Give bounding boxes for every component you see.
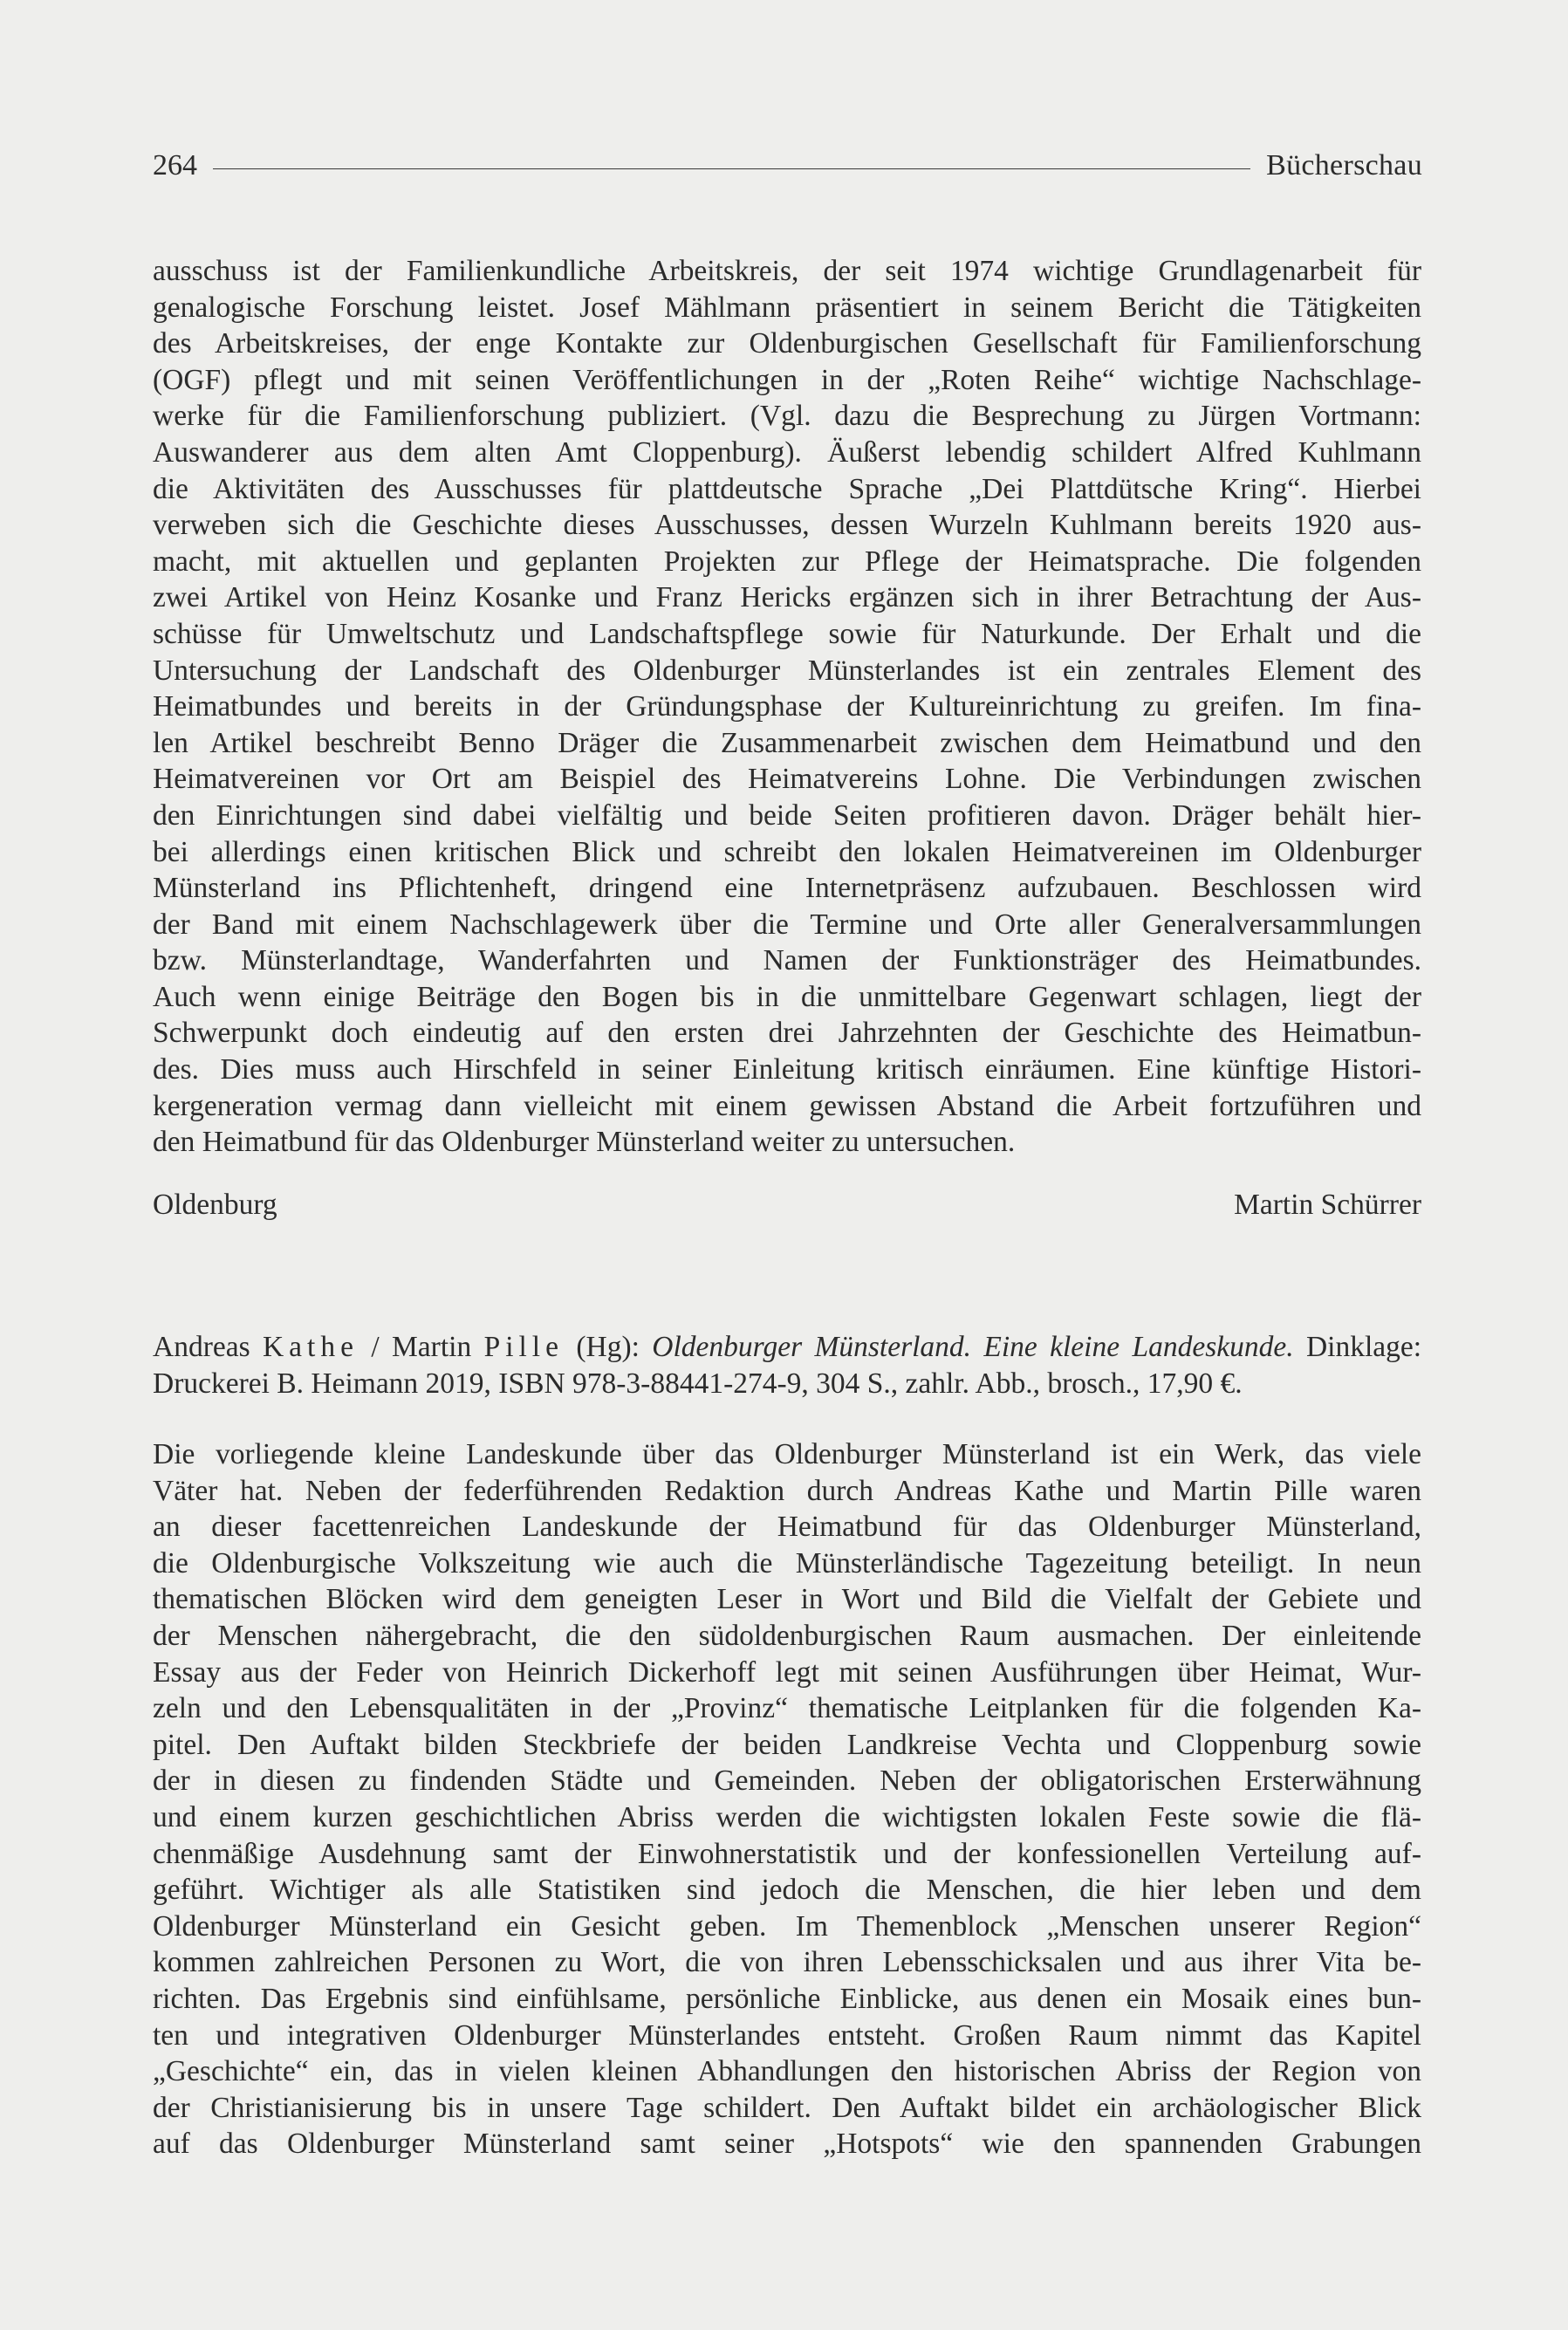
author-2-first: Martin xyxy=(392,1331,472,1363)
text-line: den Heimatbund für das Oldenburger Münsterland weiter zu untersuchen. xyxy=(153,1126,1016,1159)
text-line: richten. Das Ergebnis sind einfühlsame, persönliche Einblicke, aus denen ein Mosaik eines bun- xyxy=(153,1982,1421,2015)
text-line: an dieser facettenreichen Landeskunde der Heimatbund für das Oldenburger Münsterland, xyxy=(153,1511,1421,1544)
text-line: die Oldenburgische Volkszeitung wie auch die Münsterländische Tagezeitung beteiligt. In neun xyxy=(153,1546,1421,1580)
text-line: Untersuchung der Landschaft des Oldenburger Münsterlandes ist ein zentrales Element des xyxy=(153,654,1421,687)
text-line: ausschuss ist der Familienkundliche Arbeitskreis, der seit 1974 wichtige Grundlagenarbeit für xyxy=(153,255,1421,287)
text-line: pitel. Den Auftakt bilden Steckbriefe der beiden Landkreise Vechta und Cloppenburg sowie xyxy=(153,1728,1421,1761)
text-line: Die vorliegende kleine Landeskunde über das Oldenburger Münsterland ist ein Werk, das viele xyxy=(153,1438,1421,1470)
text-line: macht, mit aktuellen und geplanten Projekten zur Pflege der Heimatsprache. Die folgenden xyxy=(153,545,1421,578)
text-line: Heimatvereinen vor Ort am Beispiel des Heimatvereins Lohne. Die Verbindungen zwischen xyxy=(153,763,1421,796)
citation-line xyxy=(153,1329,1421,1366)
text-line: Auch wenn einige Beiträge den Bogen bis in die unmittelbare Gegenwart schlagen, liegt der xyxy=(153,980,1421,1013)
text-line: Oldenburger Münsterland ein Gesicht geben. Im Themenblock „Menschen unserer Region“ xyxy=(153,1909,1421,1943)
text-line: zeln und den Lebensqualitäten in der „Provinz“ thematische Leitplanken für die folgenden Ka- xyxy=(153,1692,1421,1725)
text-line: Auswanderer aus dem alten Amt Cloppenburg). Äußerst lebendig schildert Alfred Kuhlmann xyxy=(153,435,1421,469)
review-place: Oldenburg xyxy=(153,1189,277,1221)
author-separator: / xyxy=(371,1331,380,1363)
header-rule xyxy=(213,168,1250,169)
text-line: der Menschen nähergebracht, die den südoldenburgischen Raum ausmachen. Der einleitende xyxy=(153,1619,1421,1652)
text-line: Münsterland ins Pflichtenheft, dringend eine Internetpräsenz aufzubauen. Beschlossen wird xyxy=(153,872,1421,905)
author-1-first: Andreas xyxy=(153,1331,250,1363)
text-line: der Christianisierung bis in unsere Tage schildert. Den Auftakt bildet ein archäologischer Blick xyxy=(153,2091,1421,2124)
author-2-last: Pille xyxy=(483,1331,564,1363)
author-1-last: Kathe xyxy=(262,1331,359,1363)
section-title: Bücherschau xyxy=(1266,149,1422,182)
running-header xyxy=(153,140,1422,192)
text-line: und einem kurzen geschichtlichen Abriss werden die wichtigsten lokalen Feste sowie die flä- xyxy=(153,1800,1421,1833)
text-line: auf das Oldenburger Münsterland samt seiner „Hotspots“ wie den spannenden Grabungen xyxy=(153,2128,1421,2161)
text-line: werke für die Familienforschung publiziert. (Vgl. dazu die Besprechung zu Jürgen Vortmann: xyxy=(153,400,1421,433)
text-line: die Aktivitäten des Ausschusses für plattdeutsche Sprache „Dei Plattdütsche Kring“. Hierbei xyxy=(153,472,1421,505)
text-line: zwei Artikel von Heinz Kosanke und Franz Hericks ergänzen sich in ihrer Betrachtung der Aus- xyxy=(153,581,1421,614)
text-line: bzw. Münsterlandtage, Wanderfahrten und Namen der Funktionsträger des Heimatbundes. xyxy=(153,944,1421,977)
text-line: kommen zahlreichen Personen zu Wort, die von ihren Lebensschicksalen und aus ihrer Vita be- xyxy=(153,1946,1421,1979)
text-line: Heimatbundes und bereits in der Gründungsphase der Kultureinrichtung zu greifen. Im fina- xyxy=(153,690,1421,723)
text-line: geführt. Wichtiger als alle Statistiken sind jedoch die Menschen, die hier leben und dem xyxy=(153,1874,1421,1907)
text-line: des Arbeitskreises, der enge Kontakte zur Oldenburgischen Gesellschaft für Familienforschung xyxy=(153,327,1421,360)
text-line: genalogische Forschung leistet. Josef Mählmann präsentiert in seinem Bericht die Tätigkeiten xyxy=(153,291,1421,324)
text-line: bei allerdings einen kritischen Blick und schreibt den lokalen Heimatvereinen im Oldenburger xyxy=(153,835,1421,868)
publication-place: Dinklage: xyxy=(1305,1331,1422,1363)
text-line: schüsse für Umweltschutz und Landschaftspflege sowie für Naturkunde. Der Erhalt und die xyxy=(153,617,1421,650)
editor-note: (Hg): xyxy=(576,1331,640,1363)
text-line: den Einrichtungen sind dabei vielfältig und beide Seiten profitieren davon. Dräger behält hier- xyxy=(153,798,1421,832)
citation-publisher-line: Druckerei B. Heimann 2019, ISBN 978-3-88441-274-9, 304 S., zahlr. Abb., brosch., 17,90 €. xyxy=(153,1367,1243,1400)
text-line: verweben sich die Geschichte dieses Ausschusses, dessen Wurzeln Kuhlmann bereits 1920 aus- xyxy=(153,509,1421,542)
text-line: Schwerpunkt doch eindeutig auf den ersten drei Jahrzehnten der Geschichte des Heimatbun- xyxy=(153,1017,1421,1050)
reviewer-name: Martin Schürrer xyxy=(1234,1189,1421,1221)
text-line: thematischen Blöcken wird dem geneigten Leser in Wort und Bild die Vielfalt der Gebiete und xyxy=(153,1583,1421,1616)
book-title: Oldenburger Münsterland. Eine kleine Landeskunde. xyxy=(652,1331,1294,1363)
text-line: chenmäßige Ausdehnung samt der Einwohnerstatistik und der konfessionellen Verteilung auf- xyxy=(153,1837,1421,1870)
text-line: der Band mit einem Nachschlagewerk über die Termine und Orte aller Generalversammlungen xyxy=(153,908,1421,941)
text-line: Väter hat. Neben der federführenden Redaktion durch Andreas Kathe und Martin Pille waren xyxy=(153,1474,1421,1507)
text-line: len Artikel beschreibt Benno Dräger die Zusammenarbeit zwischen dem Heimatbund und den xyxy=(153,726,1421,759)
text-line: Essay aus der Feder von Heinrich Dickerhoff legt mit seinen Ausführungen über Heimat, Wur- xyxy=(153,1655,1421,1689)
text-line: „Geschichte“ ein, das in vielen kleinen Abhandlungen den historischen Abriss der Region von xyxy=(153,2055,1421,2088)
text-line: (OGF) pflegt und mit seinen Veröffentlichungen in der „Roten Reihe“ wichtige Nachschlage- xyxy=(153,363,1421,396)
review-2-body xyxy=(153,1436,1421,2162)
text-line: des. Dies muss auch Hirschfeld in seiner Einleitung kritisch einräumen. Eine künftige Histori- xyxy=(153,1053,1421,1086)
text-line: ten und integrativen Oldenburger Münsterlandes entsteht. Großen Raum nimmt das Kapitel xyxy=(153,2018,1421,2052)
review-1-body xyxy=(153,253,1421,1161)
page-number: 264 xyxy=(153,149,197,182)
text-line: der in diesen zu findenden Städte und Gemeinden. Neben der obligatorischen Ersterwähnung xyxy=(153,1765,1421,1798)
review-1-signature xyxy=(153,1187,1421,1223)
text-line: kergeneration vermag dann vielleicht mit einem gewissen Abstand die Arbeit fortzuführen und xyxy=(153,1089,1421,1122)
review-2-citation xyxy=(153,1329,1421,1401)
